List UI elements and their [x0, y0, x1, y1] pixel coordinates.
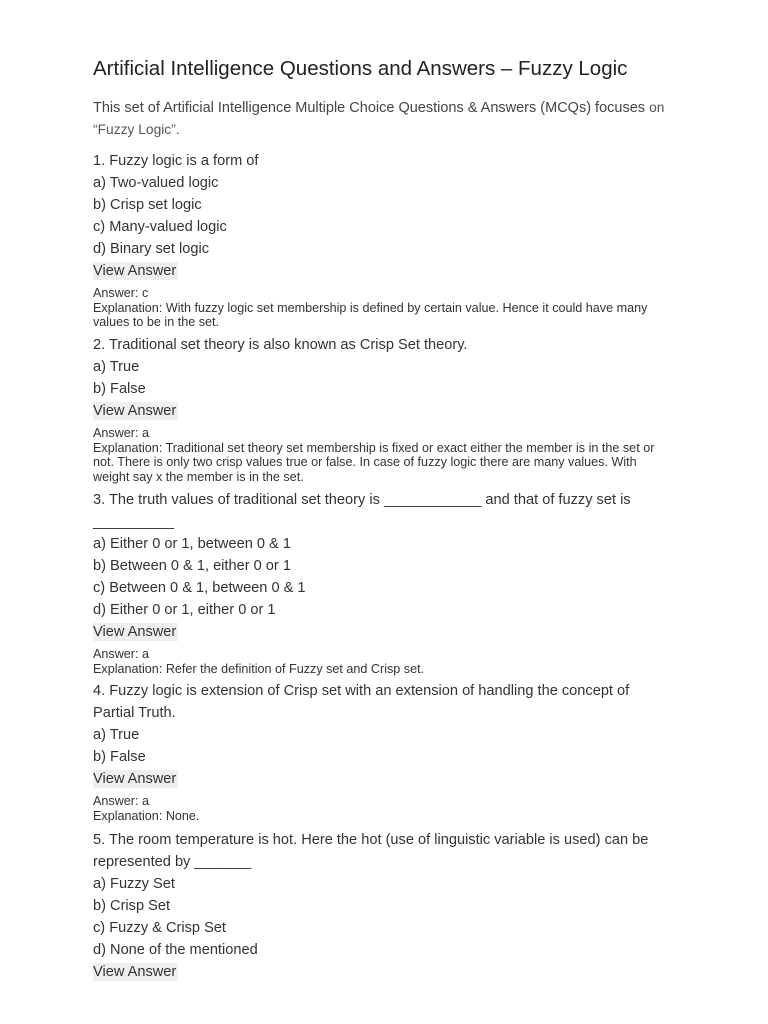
option-a: a) Fuzzy Set: [93, 876, 175, 892]
view-answer-button[interactable]: View Answer: [93, 964, 177, 980]
answer-block: [93, 794, 673, 823]
option-b: b) False: [93, 749, 146, 765]
option-d: d) Either 0 or 1, either 0 or 1: [93, 602, 276, 618]
view-answer-button[interactable]: View Answer: [93, 263, 177, 279]
explanation-text: Explanation: Traditional set theory set membership is fixed or exact either the member is in the set or not. There is only two crisp values true or false. In case of fuzzy logic there are many values. With weight say x the member is in the set.: [93, 440, 655, 484]
question-5: [93, 829, 673, 981]
answer-block: [93, 426, 673, 484]
question-text: 4. Fuzzy logic is extension of Crisp set with an extension of handling the concept of Partial Truth.: [93, 683, 630, 721]
option-b: b) Crisp set logic: [93, 197, 202, 213]
answer-text: Answer: a: [93, 794, 149, 808]
option-d: d) None of the mentioned: [93, 942, 258, 958]
option-a: a) True: [93, 727, 140, 743]
answer-block: [93, 647, 673, 676]
answer-block: [93, 286, 673, 330]
view-answer-button[interactable]: View Answer: [93, 771, 177, 787]
question-1: [93, 150, 673, 330]
explanation-text: Explanation: With fuzzy logic set membership is defined by certain value. Hence it could have many values to be in the set.: [93, 300, 648, 329]
question-4: [93, 680, 673, 823]
option-a: a) Either 0 or 1, between 0 & 1: [93, 536, 291, 552]
explanation-text: Explanation: Refer the definition of Fuzzy set and Crisp set.: [93, 661, 425, 676]
option-b: b) Between 0 & 1, either 0 or 1: [93, 558, 291, 574]
question-text: 2. Traditional set theory is also known as Crisp Set theory.: [93, 337, 468, 353]
intro-text: This set of Artificial Intelligence Multiple Choice Questions & Answers (MCQs) focuses: [93, 100, 650, 116]
answer-text: Answer: a: [93, 647, 149, 661]
option-a: a) Two-valued logic: [93, 175, 219, 191]
option-b: b) False: [93, 381, 146, 397]
question-text: 1. Fuzzy logic is a form of: [93, 153, 259, 169]
explanation-text: Explanation: None.: [93, 808, 200, 823]
question-3: [93, 489, 673, 676]
view-answer-button[interactable]: View Answer: [93, 624, 177, 640]
option-c: c) Fuzzy & Crisp Set: [93, 920, 226, 936]
question-text: 5. The room temperature is hot. Here the hot (use of linguistic variable is used) can be represented by _______: [93, 832, 649, 870]
option-a: a) True: [93, 359, 140, 375]
question-2: [93, 334, 673, 484]
intro-paragraph: [93, 97, 673, 141]
question-text: 3. The truth values of traditional set theory is ____________ and that of fuzzy set is __________: [93, 492, 631, 530]
option-c: c) Between 0 & 1, between 0 & 1: [93, 580, 306, 596]
option-b: b) Crisp Set: [93, 898, 171, 914]
option-d: d) Binary set logic: [93, 241, 209, 257]
view-answer-button[interactable]: View Answer: [93, 403, 177, 419]
answer-text: Answer: a: [93, 426, 149, 440]
answer-text: Answer: c: [93, 286, 149, 300]
page-title: Artificial Intelligence Questions and Answers – Fuzzy Logic: [93, 57, 628, 80]
option-c: c) Many-valued logic: [93, 219, 227, 235]
intro-topic: on “Fuzzy Logic”.: [93, 100, 665, 137]
